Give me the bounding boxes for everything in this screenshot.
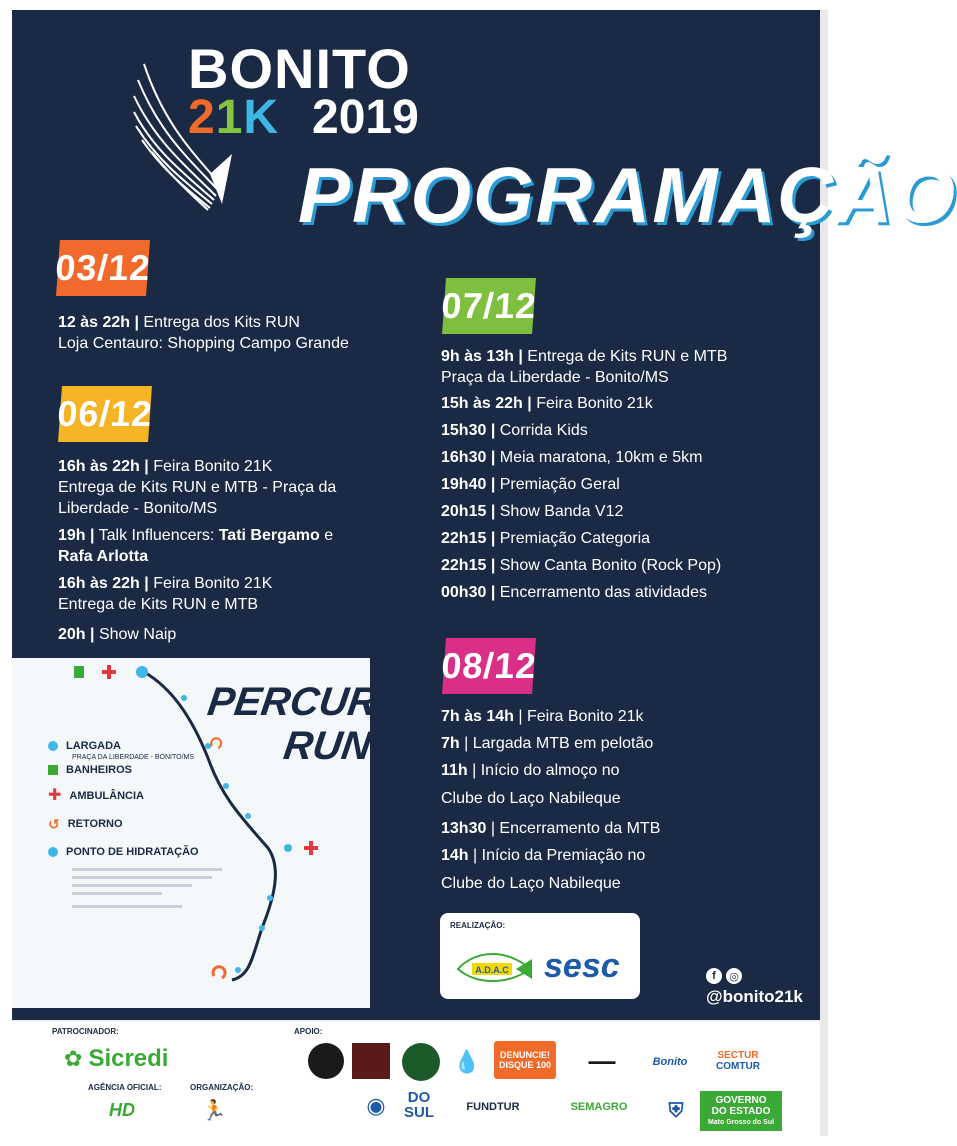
ms-do-text: DO: [407, 1089, 431, 1106]
brand-21k-digit-1: 1: [215, 91, 244, 144]
schedule-time: 16h às 22h |: [58, 458, 149, 475]
schedule-line: Entrega de Kits RUN e MTB: [58, 596, 259, 613]
adac-logo-text: A.D.A.C: [475, 965, 509, 975]
bonito-logo: Bonito: [652, 1056, 688, 1068]
legend-label: PONTO DE HIDRATAÇÃO: [66, 846, 199, 858]
schedule-text: Clube do Laço Nabileque: [441, 875, 621, 892]
legend-label: BANHEIROS: [66, 764, 133, 776]
schedule-time: 12 às 22h |: [58, 314, 139, 331]
schedule-time: 15h às 22h |: [441, 395, 532, 412]
influencer-name: Tati Bergamo: [218, 527, 320, 544]
day1-schedule: [58, 312, 438, 354]
drop-icon: [48, 847, 58, 857]
schedule-line: [441, 706, 811, 727]
schedule-line: [441, 845, 811, 866]
day2-schedule: [58, 456, 418, 645]
schedule-text: | Feira Bonito 21k: [513, 708, 644, 725]
day3-schedule: [441, 346, 811, 603]
day4-schedule: [441, 706, 811, 894]
schedule-time: 11h: [441, 762, 468, 779]
schedule-line: [441, 420, 811, 441]
sicredi-text: Sicredi: [88, 1045, 169, 1072]
denuncie-text: DENUNCIE!: [499, 1050, 550, 1060]
drop-icon: [48, 741, 58, 751]
governo-logo: [700, 1091, 782, 1131]
schedule-text: Encerramento das atividades: [495, 584, 707, 601]
schedule-line: Entrega de Kits RUN e MTB - Praça da: [58, 479, 337, 496]
sesc-logo: sesc: [544, 947, 620, 985]
fundtur-logo: FUNDTUR: [466, 1101, 520, 1113]
social-handle[interactable]: @bonito21k: [706, 987, 803, 1006]
schedule-time: 13h30: [441, 820, 487, 837]
schedule-time: 20h15 |: [441, 503, 496, 520]
facebook-icon[interactable]: f: [706, 968, 722, 984]
sponsors-footer: [12, 1020, 820, 1136]
sectur-text: SECTUR: [717, 1050, 759, 1061]
realizacao-box: [440, 913, 640, 999]
route-map: [12, 658, 438, 1008]
schedule-line: [58, 573, 418, 594]
schedule-time: 19h40 |: [441, 476, 496, 493]
schedule-time: 22h15 |: [441, 557, 496, 574]
sectur-comtur-logo: [702, 1041, 774, 1081]
schedule-text: Feira Bonito 21k: [531, 395, 653, 412]
brand-21k-letter-k: K: [243, 91, 280, 144]
semagro-logo: SEMAGRO: [570, 1101, 628, 1113]
governo-text-2: DO ESTADO: [711, 1105, 771, 1117]
schedule-text: Clube do Laço Nabileque: [441, 790, 621, 807]
schedule-line: [58, 312, 438, 333]
disque-text: DISQUE 100: [498, 1060, 552, 1070]
schedule-text: Corrida Kids: [495, 422, 588, 439]
schedule-line: [441, 733, 811, 754]
schedule-time: 16h30 |: [441, 449, 496, 466]
schedule-line: [58, 456, 418, 477]
ms-sul-text: SUL: [404, 1104, 434, 1121]
schedule-line: [441, 447, 811, 468]
schedule-line: [58, 546, 418, 567]
social-icons: [706, 968, 742, 984]
schedule-line: [441, 393, 811, 414]
legend-label: AMBULÂNCIA: [69, 790, 144, 802]
governo-text-1: GOVERNO: [715, 1094, 767, 1106]
agencia-label: AGÊNCIA OFICIAL:: [88, 1083, 162, 1092]
patrocinador-label: PATROCINADOR:: [52, 1027, 119, 1036]
comtur-text: COMTUR: [716, 1061, 760, 1072]
schedule-text: | Largada MTB em pelotão: [459, 735, 654, 752]
schedule-text: Praça da Liberdade - Bonito/MS: [441, 369, 669, 386]
schedule-line: [441, 528, 811, 549]
schedule-line: [441, 346, 811, 367]
schedule-text: Show Banda V12: [495, 503, 624, 520]
adac-logo-icon: [452, 935, 536, 995]
map-title-run: RUN: [280, 724, 374, 768]
agency-logo-icon: HD: [109, 1099, 135, 1120]
date-badge-day4: 08/12: [442, 638, 536, 694]
support-logo-1-icon: [308, 1043, 344, 1079]
schedule-text: Meia maratona, 10km e 5km: [495, 449, 703, 466]
schedule-time: 00h30 |: [441, 584, 496, 601]
denuncie-logo: [494, 1041, 556, 1079]
brand-21k-digit-2: 2: [188, 91, 216, 144]
organizacao-label: ORGANIZAÇÃO:: [190, 1083, 254, 1092]
schedule-text: Show Naip: [94, 626, 177, 643]
brand-21k: [188, 90, 279, 145]
sicredi-icon: ✿: [64, 1046, 83, 1071]
organizer-logo-icon: 🏃: [201, 1099, 227, 1122]
schedule-text: | Início do almoço no: [467, 762, 620, 779]
cross-icon: ✚: [48, 787, 62, 804]
schedule-line: [441, 582, 811, 603]
schedule-text: Entrega dos Kits RUN: [138, 314, 300, 331]
date-badge-day3: 07/12: [442, 278, 536, 334]
date-badge-day2: 06/12: [58, 386, 152, 442]
restroom-icon: [48, 765, 58, 775]
map-title-percurso: PERCURSO: [204, 680, 438, 724]
page-title: PROGRAMAÇÃO: [298, 151, 957, 239]
schedule-text: e: [319, 527, 334, 544]
schedule-line: [441, 474, 811, 495]
schedule-time: 22h15 |: [441, 530, 496, 547]
schedule-text: Entrega de Kits RUN e MTB: [522, 348, 728, 365]
schedule-text: Talk Influencers:: [94, 527, 219, 544]
schedule-time: 9h às 13h |: [441, 348, 523, 365]
schedule-text: Feira Bonito 21K: [148, 458, 273, 475]
schedule-line: [441, 367, 811, 388]
state-emblem-icon: ⛨: [668, 1099, 684, 1122]
schedule-text: | Início da Premiação no: [468, 847, 646, 864]
legend-restroom: [48, 764, 132, 776]
legend-return: [48, 818, 123, 830]
schedule-time: 16h às 22h |: [58, 575, 149, 592]
schedule-text: Premiação Geral: [495, 476, 620, 493]
eye-logo-icon: ◉: [366, 1093, 386, 1118]
schedule-line: Liberdade - Bonito/MS: [58, 500, 218, 517]
schedule-text: | Encerramento da MTB: [486, 820, 661, 837]
schedule-line: [441, 555, 811, 576]
schedule-time: 15h30 |: [441, 422, 496, 439]
schedule-time: 19h |: [58, 527, 95, 544]
schedule-time: 14h: [441, 847, 469, 864]
restroom-icon: [74, 666, 84, 678]
legend-start-sub: PRAÇA DA LIBERDADE - BONITO/MS: [72, 754, 195, 761]
date-badge-day1: 03/12: [56, 240, 150, 296]
schedule-line: [58, 333, 438, 354]
support-logo-4-icon: 💧: [453, 1049, 481, 1074]
legend-hydration: [48, 846, 199, 858]
schedule-time: 7h às 14h: [441, 708, 514, 725]
realizacao-label: REALIZAÇÃO:: [450, 921, 506, 930]
schedule-text: Loja Centauro: Shopping Campo Grande: [58, 335, 349, 352]
schedule-line: [441, 788, 811, 809]
schedule-time: 20h |: [58, 626, 95, 643]
sicredi-logo: [64, 1045, 168, 1073]
schedule-line: [441, 760, 811, 781]
schedule-time: 7h: [441, 735, 460, 752]
support-logo-6-icon: ▬▬▬: [588, 1056, 616, 1066]
ms-logo: [394, 1087, 444, 1123]
schedule-line: [58, 624, 418, 645]
schedule-line: [441, 501, 811, 522]
legend-label: LARGADA: [66, 740, 121, 752]
brand-bonito: BONITO: [188, 37, 411, 100]
support-logo-2-icon: [352, 1043, 390, 1079]
legend-ambulance: [48, 787, 144, 804]
schedule-line: [441, 873, 811, 894]
return-icon: ↺: [48, 816, 60, 832]
legend-label: RETORNO: [67, 818, 123, 830]
legend-start: [48, 740, 121, 752]
apoio-label: APOIO:: [294, 1027, 323, 1036]
schedule-line: [441, 818, 811, 839]
schedule-text: Feira Bonito 21K: [148, 575, 273, 592]
schedule-line: [58, 525, 418, 546]
support-logo-3-icon: [402, 1043, 440, 1081]
schedule-text: Premiação Categoria: [495, 530, 651, 547]
instagram-icon[interactable]: ◎: [726, 968, 742, 984]
legend-small-print: [72, 868, 232, 913]
governo-text-3: Mato Grosso do Sul: [707, 1118, 775, 1126]
schedule-text: Show Canta Bonito (Rock Pop): [495, 557, 722, 574]
influencer-name: Rafa Arlotta: [58, 548, 149, 565]
event-year: 2019: [312, 91, 419, 144]
